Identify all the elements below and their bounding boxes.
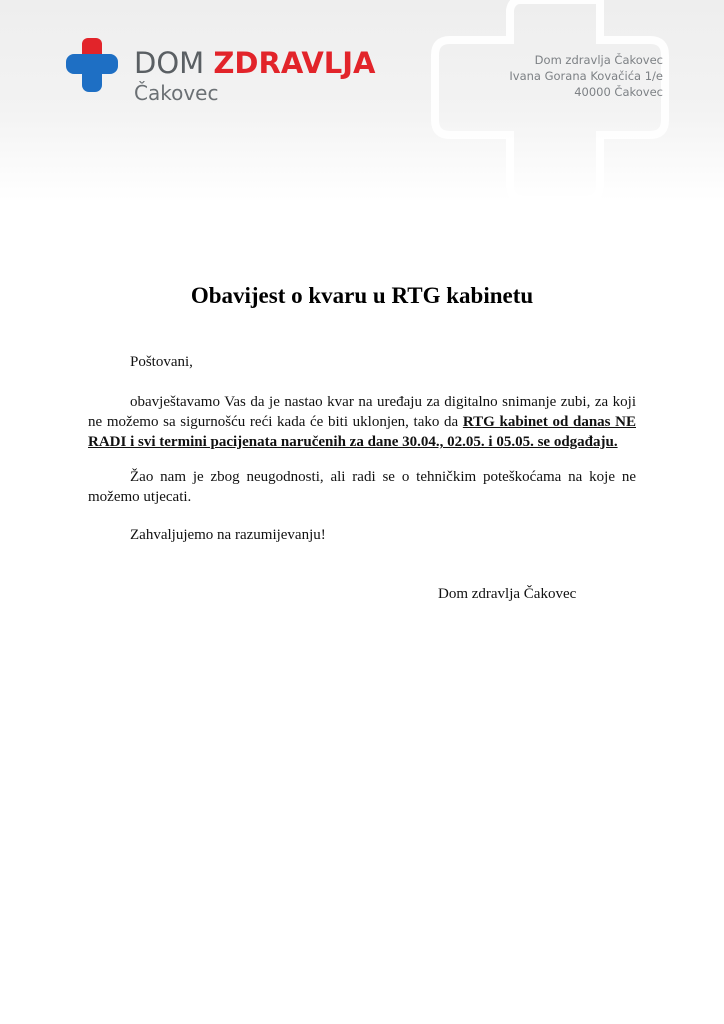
paragraph-notice-emphasis: RTG kabinet od danas NE RADI i svi termini pacijenata naručenih za dane 30.04., 02.05. i 05.05. se odgađaju. xyxy=(88,414,636,450)
paragraph-apology: Žao nam je zbog neugodnosti, ali radi se o tehničkim poteškoćama na koje ne možemo utjecati. xyxy=(88,469,636,505)
signature: Dom zdravlja Čakovec xyxy=(438,586,577,602)
greeting: Poštovani, xyxy=(130,354,193,370)
address-line1: Dom zdravlja Čakovec xyxy=(534,53,663,67)
logo-word-dom: DOM xyxy=(134,46,214,80)
paragraph-notice-text: obavještavamo Vas da je nastao kvar na uređaju za digitalno snimanje zubi, za koji ne možemo sa sigurnošću reći kada će biti uklonjen, tako da xyxy=(88,394,636,430)
medical-cross-icon xyxy=(64,36,120,94)
logo-city: Čakovec xyxy=(134,81,219,105)
logo-wordmark xyxy=(134,46,375,106)
paragraph-thanks: Zahvaljujemo na razumijevanju! xyxy=(130,527,326,543)
address-line2: Ivana Gorana Kovačića 1/e xyxy=(509,69,663,83)
address-line3: 40000 Čakovec xyxy=(574,85,663,99)
sender-address xyxy=(509,52,663,100)
letter-title: Obavijest o kvaru u RTG kabinetu xyxy=(190,283,534,308)
logo-word-zdravlja: ZDRAVLJA xyxy=(213,46,376,80)
paragraph-notice xyxy=(88,392,636,452)
